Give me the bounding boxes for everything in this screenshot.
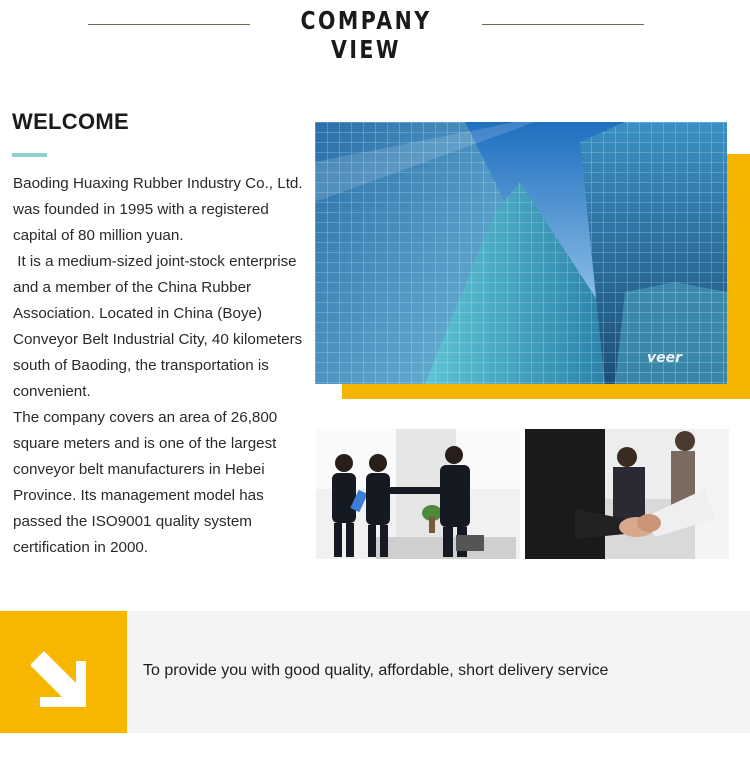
banner-icon-box [0, 611, 127, 733]
office-handshake-image [316, 429, 520, 559]
welcome-heading: WELCOME [12, 109, 129, 134]
arrow-down-right-icon [0, 611, 127, 733]
page-title: COMPANY VIEW [300, 6, 432, 64]
description-paragraph: The company covers an area of 26,800 square meters and is one of the largest conveyor belt manufacturers in Hebei Province. Its management model has passed the ISO9001 quality system certification in 2000. [13, 409, 278, 556]
service-slogan: To provide you with good quality, affordable, short delivery service [143, 662, 609, 679]
office-buildings-image [315, 122, 727, 384]
handshake-closeup-image [525, 429, 729, 559]
header-line-right [482, 24, 644, 25]
header-line-left [88, 24, 250, 25]
company-description [13, 171, 305, 561]
description-paragraph: It is a medium-sized joint-stock enterprise and a member of the China Rubber Association. Located in China (Boye) Conveyor Belt Industrial City, 40 kilometers south of Baoding, the transportation is convenient. [13, 253, 307, 400]
welcome-underline [12, 153, 47, 157]
veer-watermark: veer [647, 350, 683, 366]
description-paragraph: Baoding Huaxing Rubber Industry Co., Ltd. was founded in 1995 with a registered capital of 80 million yuan. [13, 175, 303, 244]
